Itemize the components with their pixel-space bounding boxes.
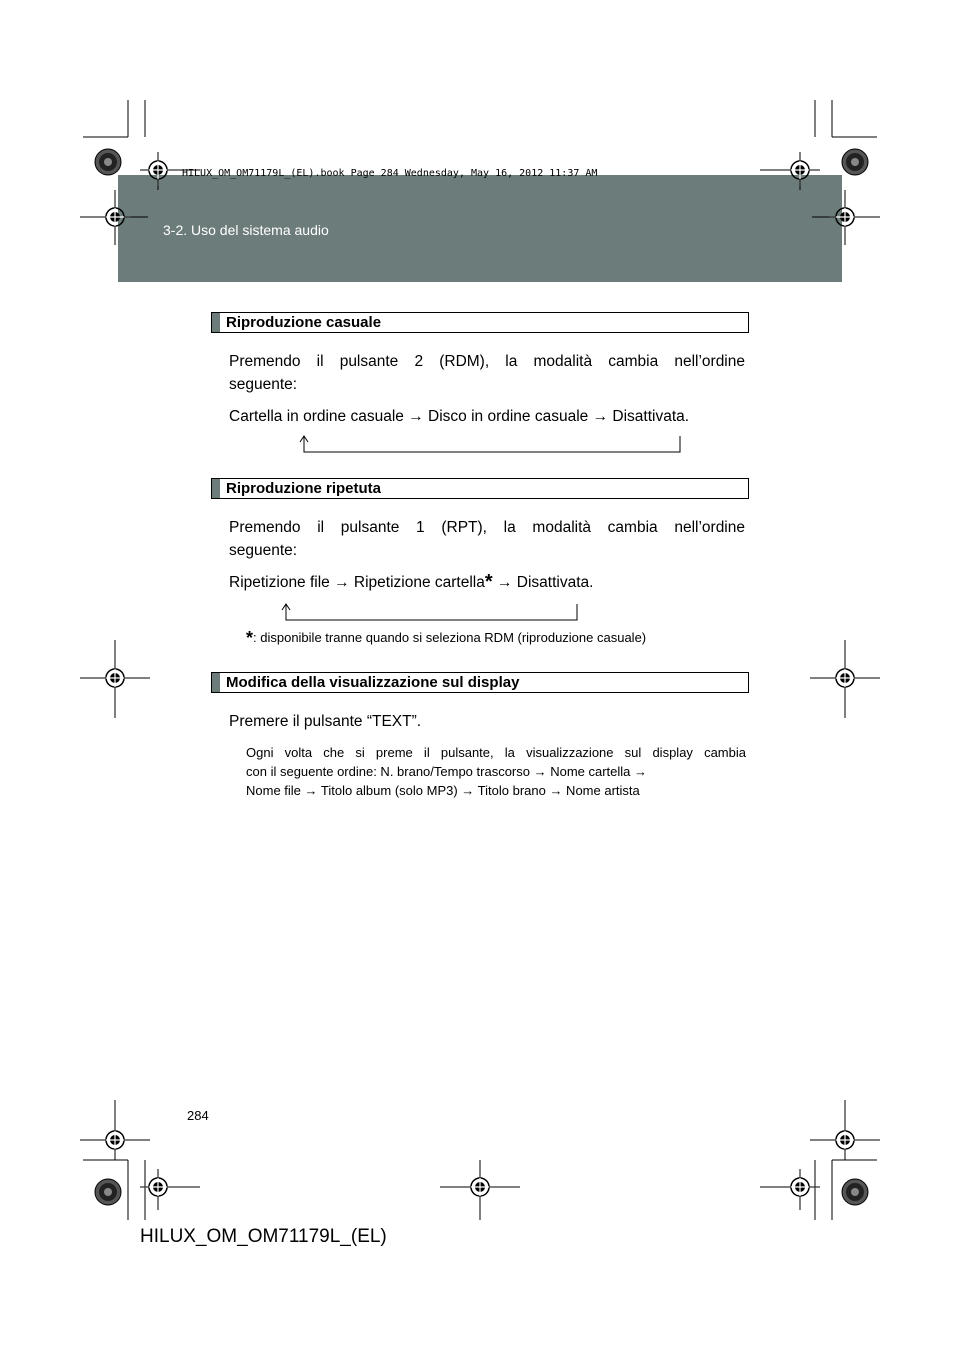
footnote-text: : disponibile tranne quando si seleziona RDM (riproduzione casuale) <box>253 630 647 645</box>
repeat-sequence <box>229 571 745 594</box>
repeat-loop-arrow <box>276 600 582 624</box>
display-detail-line1: Ogni volta che si preme il pulsante, la visualizzazione sul display cambia <box>246 745 746 760</box>
repeat-description-line1: Premendo il pulsante 1 (RPT), la modalità cambia nell’ordine <box>229 519 745 536</box>
repeat-sequence-a: Ripetizione file → Ripetizione cartella <box>229 574 485 591</box>
heading-random-playback <box>211 312 749 333</box>
random-sequence: Cartella in ordine casuale → Disco in ordine casuale → Disattivata. <box>229 408 690 425</box>
document-code: HILUX_OM_OM71179L_(EL) <box>140 1226 387 1247</box>
display-detail-line2: con il seguente ordine: N. brano/Tempo trascorso → Nome cartella → <box>246 764 648 779</box>
heading-text: Modifica della visualizzazione sul display <box>226 674 520 691</box>
random-loop-arrow <box>294 432 686 456</box>
heading-display-change <box>211 672 749 693</box>
heading-accent <box>212 479 220 498</box>
heading-repeat-playback <box>211 478 749 499</box>
heading-accent <box>212 673 220 692</box>
heading-text: Riproduzione ripetuta <box>226 480 381 497</box>
random-description-line1: Premendo il pulsante 2 (RDM), la modalità cambia nell’ordine <box>229 353 745 370</box>
section-title: 3-2. Uso del sistema audio <box>163 222 329 238</box>
heading-text: Riproduzione casuale <box>226 314 382 331</box>
page-number: 284 <box>187 1108 209 1123</box>
display-instruction: Premere il pulsante “TEXT”. <box>229 713 422 730</box>
random-description-line2: seguente: <box>229 376 298 393</box>
heading-accent <box>212 313 220 332</box>
display-detail-line3: Nome file → Titolo album (solo MP3) → Titolo brano → Nome artista <box>246 783 640 798</box>
repeat-sequence-b: → Disattivata. <box>492 574 594 591</box>
repeat-description-line2: seguente: <box>229 542 298 559</box>
footnote-star: * <box>484 571 493 593</box>
footnote <box>246 628 646 649</box>
footnote-star: * <box>246 628 254 648</box>
book-reference: HILUX_OM_OM71179L_(EL).book Page 284 Wednesday, May 16, 2012 11:37 AM <box>182 168 598 179</box>
